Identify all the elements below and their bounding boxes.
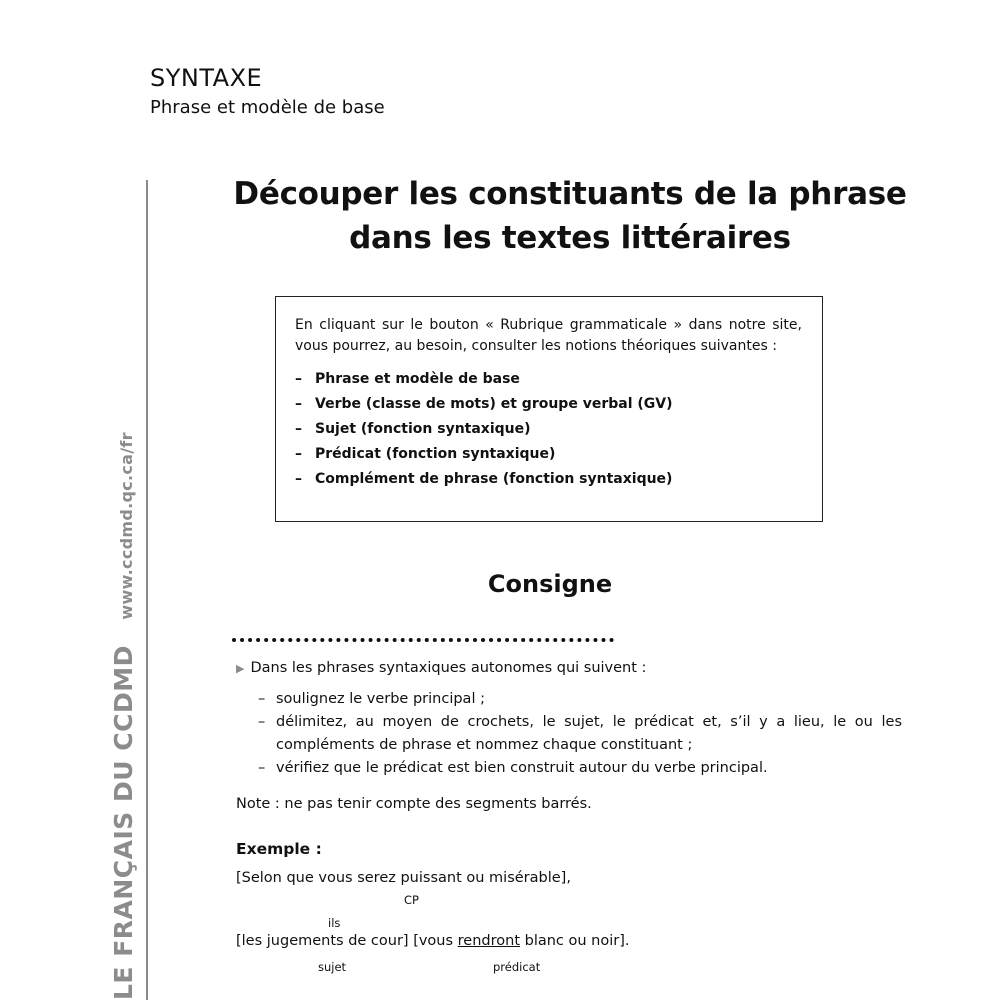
instruction-item: – vérifiez que le prédicat est bien construit autour du verbe principal. (258, 757, 902, 780)
notion-item: – Sujet (fonction syntaxique) (295, 417, 802, 442)
example-label-predicat: prédicat (493, 960, 541, 974)
example-line-2-end: blanc ou noir]. (520, 933, 630, 949)
example-label-cp: CP (404, 893, 419, 907)
instruction-item: – délimitez, au moyen de crochets, le sujet, le prédicat et, s’il y a lieu, le ou les compléments de phrase et nommez chaque constituant ; (258, 711, 902, 757)
instruction-item: – soulignez le verbe principal ; (258, 688, 902, 711)
instructions-list (236, 688, 902, 780)
example-label-sujet: sujet (318, 960, 347, 974)
instructions (236, 657, 902, 780)
instructions-lead (236, 657, 902, 680)
triangle-right-icon: ▶ (236, 662, 245, 675)
example-line-2 (236, 933, 630, 949)
page-title (230, 172, 910, 260)
section-subtitle: Phrase et modèle de base (150, 97, 385, 118)
notion-item: – Verbe (classe de mots) et groupe verbal (GV) (295, 392, 802, 417)
notion-item: – Prédicat (fonction syntaxique) (295, 442, 802, 467)
section-title: SYNTAXE (150, 64, 263, 92)
example-label: Exemple : (236, 840, 322, 858)
notion-item: – Complément de phrase (fonction syntaxique) (295, 467, 802, 492)
sidebar-brand: LE FRANÇAIS DU CCDMD (109, 645, 138, 1000)
notion-list (295, 367, 802, 492)
info-box-intro: En cliquant sur le bouton « Rubrique grammaticale » dans notre site, vous pourrez, au besoin, consulter les notions théoriques suivantes : (295, 317, 802, 354)
margin-rule (146, 180, 148, 1000)
info-box (275, 296, 823, 522)
page-title-line-1: Découper les constituants de la phrase (233, 176, 907, 212)
example-line-2-start: [les jugements de cour] [vous (236, 933, 458, 949)
example-label-ils: ils (328, 916, 341, 930)
sidebar-url: www.ccdmd.qc.ca/fr (117, 432, 136, 620)
notion-item: – Phrase et modèle de base (295, 367, 802, 392)
sidebar-branding (109, 432, 138, 1000)
note: Note : ne pas tenir compte des segments barrés. (236, 796, 592, 812)
page-title-line-2: dans les textes littéraires (349, 220, 791, 256)
consigne-heading: Consigne (487, 570, 613, 598)
example-main-verb: rendront (457, 933, 521, 949)
example-line-1: [Selon que vous serez puissant ou misérable], (236, 870, 571, 886)
instructions-lead-text: Dans les phrases syntaxiques autonomes qui suivent : (250, 660, 647, 676)
dotted-divider (232, 638, 614, 642)
